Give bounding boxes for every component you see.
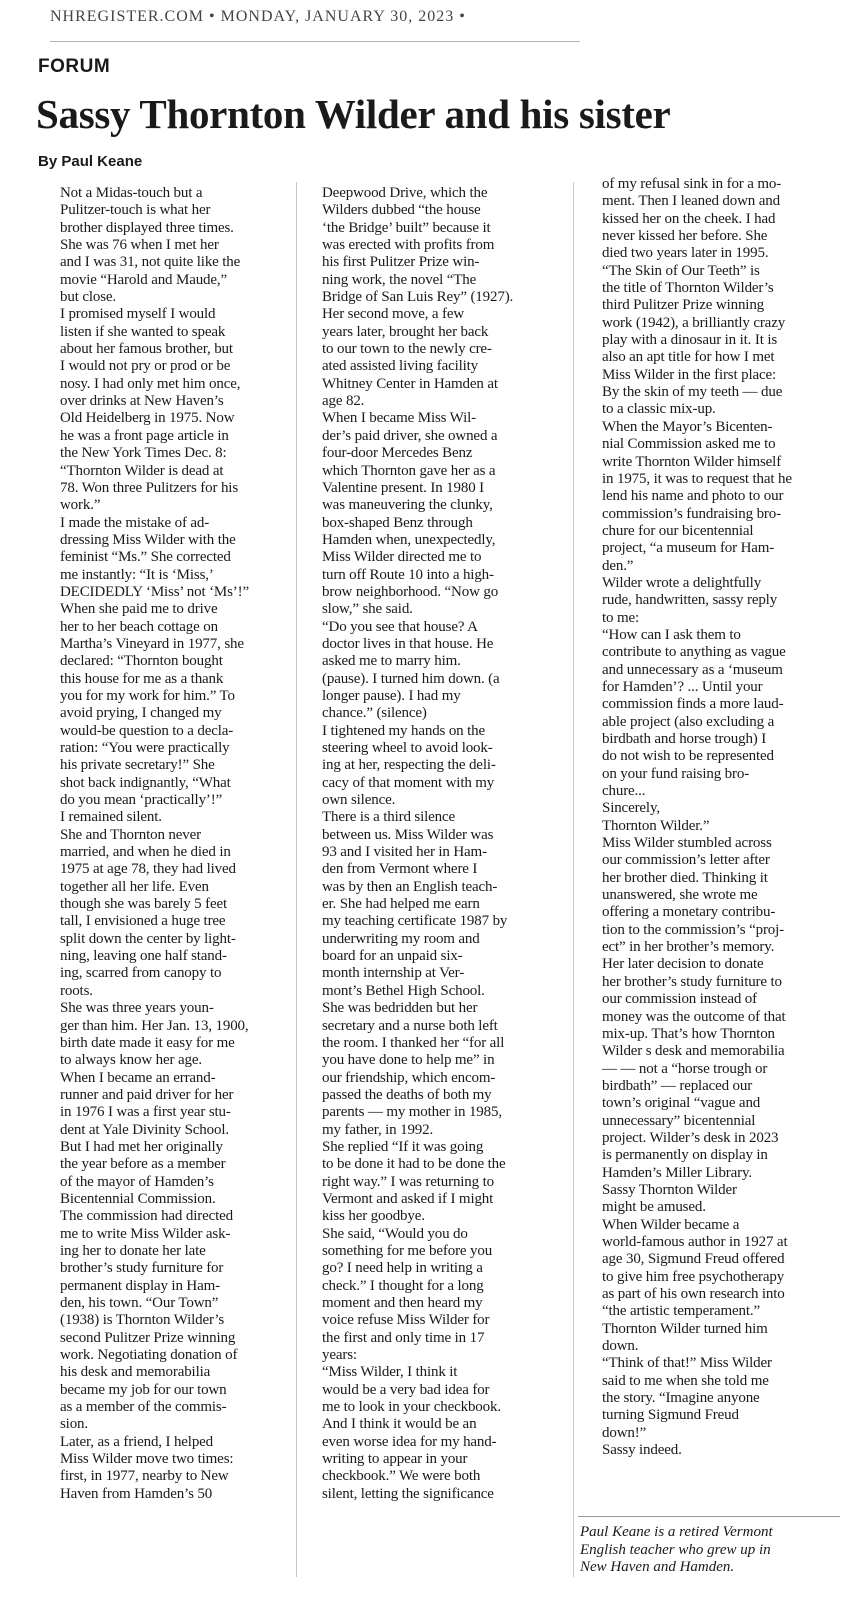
text-line: Hamden when, unexpectedly, [322,531,496,548]
headline: Sassy Thornton Wilder and his sister [36,91,671,137]
text-line: play with a dinosaur in it. It is [602,332,778,349]
text-line: commission finds a more laud- [602,696,784,713]
text-line: his first Pulitzer Prize win- [322,254,480,271]
text-line: the New York Times Dec. 8: [60,445,227,462]
text-line: offering a monetary contribu- [602,904,776,921]
text-line: which Thornton gave her as a [322,462,496,479]
text-line: as a member of the commis- [60,1399,227,1416]
text-line: ing at her, respecting the deli- [322,757,496,774]
text-line: She was bedridden but her [322,1000,478,1017]
text-line: ing her to donate her late [60,1242,206,1259]
article-paragraph [588,818,830,835]
text-line: turn off Route 10 into a high- [322,566,494,583]
text-line: dressing Miss Wilder with the [60,531,236,548]
text-line: to our town to the newly cre- [322,341,492,358]
bio-line: Paul Keane is a retired Vermont [580,1524,773,1540]
text-line: ning work, the novel “The [322,271,477,288]
text-line: unanswered, she wrote me [602,887,758,904]
text-line: me instantly: “It is ‘Miss,’ [60,566,214,583]
text-line: I promised myself I would [60,306,216,323]
text-line: Vermont and asked if I might [322,1190,494,1207]
text-line: slow,” she said. [322,601,413,618]
article-paragraph [46,515,288,602]
text-line: Bridge of San Luis Rey” (1927). [322,289,514,306]
text-line: do you mean ‘practically’!” [60,792,223,809]
text-line: for Hamden’? ... Until your [602,678,763,695]
text-line: runner and paid driver for her [60,1086,234,1103]
text-line: go? I need help in writing a [322,1260,483,1277]
text-line: tion to the commission’s “proj- [602,921,785,938]
text-line: his private secretary!” She [60,757,215,774]
text-line: 78. Won three Pulitzers for his [60,479,239,496]
text-line: By the skin of my teeth — due [602,384,783,401]
text-line: birdbath and horse trough) I [602,731,767,747]
text-line: mont’s Bethel High School. [322,982,485,999]
text-line: “Miss Wilder, I think it [322,1364,458,1381]
text-line: never kissed her before. She [602,228,768,245]
text-line: four-door Mercedes Benz [322,445,473,462]
text-line: ning, leaving one half stand- [60,948,227,965]
text-line: “The Skin of Our Teeth” is [602,262,760,279]
text-line: movie “Harold and Maude,” [60,271,228,288]
text-line: our commission’s letter after [602,852,770,869]
text-line: asked me to marry him. [322,653,461,670]
text-line: nosy. I had only met him once, [60,375,241,392]
text-line: was maneuvering the clunky, [322,497,493,514]
text-line: to give him free psychotherapy [602,1268,785,1285]
text-line: Wilder wrote a delightfully [602,574,762,591]
text-line: the room. I thanked her “for all [322,1034,505,1051]
text-line: She was 76 when I met her [60,237,219,254]
article-paragraph [46,185,288,306]
text-line: became my job for our town [60,1381,227,1398]
text-line: Miss Wilder stumbled across [602,835,772,852]
text-line: checkbook.” We were both [322,1468,481,1485]
bio-line: English teacher who grew up in [580,1541,771,1558]
text-line: (1938) is Thornton Wilder’s [60,1312,225,1329]
text-line: dent at Yale Divinity School. [60,1121,229,1138]
text-line: When I became Miss Wil- [322,410,476,427]
text-line: might be amused. [602,1199,706,1216]
text-line: but close. [60,289,116,306]
article-paragraph [46,1070,288,1434]
text-line: her to her beach cottage on [60,618,218,635]
article-paragraph [308,619,550,723]
text-line: Valentine present. In 1980 I [322,479,485,496]
article-paragraph [46,601,288,809]
text-line: — — not a “horse trough or [602,1060,768,1077]
text-line: “How can I ask them to [602,626,741,643]
text-line: our friendship, which encom- [322,1069,496,1086]
article-paragraph [46,1434,288,1503]
text-line: voice refuse Miss Wilder for [322,1312,490,1329]
text-line: underwriting my room and [322,930,480,947]
text-line: the title of Thornton Wilder’s [602,280,774,297]
text-line: also an apt title for how I met [602,349,775,366]
text-line: I made the mistake of ad- [60,514,210,531]
text-line: declared: “Thornton bought [60,653,223,670]
text-line: permanent display in Ham- [60,1277,220,1294]
article-paragraph [308,809,550,1000]
text-line: down. [602,1338,639,1355]
text-line: Old Heidelberg in 1975. Now [60,410,235,427]
text-line: you have done to help me” in [322,1052,495,1069]
article-paragraph [46,1000,288,1069]
text-line: feminist “Ms.” She corrected [60,549,231,566]
text-line: When I became an errand- [60,1069,216,1086]
text-line: in 1975, it was to request that he [602,470,792,487]
article-paragraph [46,827,288,1000]
text-line: ated assisted living facility [322,358,479,375]
text-line: When Wilder became a [602,1216,740,1233]
text-line: Her later decision to donate [602,956,764,973]
text-line: writing to appear in your [322,1451,468,1468]
bio-rule [578,1516,840,1517]
text-line: kissed her on the cheek. I had [602,210,776,227]
text-line: “Thornton Wilder is dead at [60,462,224,479]
text-line: DECIDEDLY ‘Miss’ not ‘Ms’!” [60,583,250,600]
text-line: “the artistic temperament.” [602,1303,760,1320]
text-line: board for an unpaid six- [322,948,463,965]
text-line: Wilder s desk and memorabilia [602,1043,785,1060]
text-line: about her famous brother, but [60,341,233,358]
text-line: as part of his own research into [602,1286,785,1302]
text-line: chure... [602,783,646,800]
text-line: the story. “Imagine anyone [602,1390,760,1407]
byline: By Paul Keane [38,153,143,170]
text-line: shot back indignantly, “What [60,774,231,791]
article-paragraph [308,185,550,306]
article-paragraph [308,1226,550,1365]
text-line: split down the center by light- [60,930,236,947]
text-line: Miss Wilder move two times: [60,1451,234,1468]
column-divider [296,182,297,1577]
text-line: is permanently on display in [602,1147,768,1164]
text-line: turning Sigmund Freud [602,1407,739,1424]
text-line: something for me before you [322,1242,493,1259]
text-line: to be done it had to be done the [322,1156,506,1173]
text-line: passed the deaths of both my [322,1086,492,1103]
text-line: I tightened my hands on the [322,722,486,739]
text-line: ect” in her brother’s memory. [602,939,775,956]
text-line: project, “a museum for Ham- [602,540,775,557]
text-line: month internship at Ver- [322,965,465,982]
text-line: She and Thornton never [60,826,201,843]
text-line: commission’s fundraising bro- [602,505,781,522]
article-paragraph [588,263,830,419]
text-line: world-famous author in 1927 at [602,1233,788,1250]
text-line: and unnecessary as a ‘museum [602,661,783,678]
text-line: the year before as a member [60,1156,226,1173]
text-line: kiss her goodbye. [322,1208,425,1225]
article-paragraph [588,1355,830,1442]
text-line: silent, letting the significance [322,1485,494,1502]
text-line: on your fund raising bro- [602,765,750,782]
text-line: work. Negotiating donation of [60,1347,238,1364]
text-line: steering wheel to avoid look- [322,740,493,756]
text-line: ger than him. Her Jan. 13, 1900, [60,1017,249,1034]
text-line: her brother’s study furniture to [602,973,782,990]
article-paragraph [46,306,288,514]
article-paragraph [46,809,288,826]
text-line: doctor lives in that house. He [322,635,494,652]
text-line: Thornton Wilder.” [602,817,710,834]
text-line: ration: “You were practically [60,740,230,756]
text-line: Hamden’s Miller Library. [602,1164,752,1181]
text-line: her brother died. Thinking it [602,869,768,886]
text-line: Not a Midas-touch but a [60,185,203,201]
article-paragraph [308,1364,550,1503]
text-line: would-be question to a decla- [60,722,234,739]
text-line: She was three years youn- [60,1000,214,1017]
text-line: 1975 at age 78, they had lived [60,861,236,878]
text-line: “Think of that!” Miss Wilder [602,1355,772,1372]
text-line: town’s original “vague and [602,1095,761,1112]
text-line: able project (also excluding a [602,713,775,730]
text-line: money was the outcome of that [602,1008,786,1025]
text-line: of the mayor of Hamden’s [60,1173,214,1190]
text-line: Later, as a friend, I helped [60,1433,214,1450]
text-line: you for my work for him.” To [60,687,235,704]
text-line: Deepwood Drive, which the [322,185,488,201]
text-line: me to write Miss Wilder ask- [60,1225,231,1242]
masthead-rule [50,41,580,42]
text-line: mix-up. That’s how Thornton [602,1025,775,1042]
text-line: write Thornton Wilder himself [602,453,782,470]
text-line: When she paid me to drive [60,601,218,618]
text-line: I remained silent. [60,809,162,826]
article-column-3 [588,176,830,1516]
article-paragraph [588,956,830,1181]
article-paragraph [308,1139,550,1226]
text-line: Wilders dubbed “the house [322,202,481,219]
text-line: avoid prying, I changed my [60,705,222,722]
text-line: I would not pry or prod or be [60,358,231,375]
text-line: She said, “Would you do [322,1225,468,1242]
text-line: moment and then heard my [322,1295,483,1311]
text-line: between us. Miss Wilder was [322,826,494,843]
text-line: And I think it would be an [322,1416,477,1433]
article-paragraph [588,1217,830,1356]
article-column-1 [46,185,288,1585]
text-line: birdbath” — replaced our [602,1077,753,1094]
text-line: first, in 1977, nearby to New [60,1468,229,1485]
text-line: own silence. [322,792,396,809]
text-line: this house for me as a thank [60,670,224,687]
text-line: Miss Wilder directed me to [322,549,482,566]
text-line: to always know her age. [60,1052,202,1069]
text-line: married, and when he died in [60,844,231,861]
text-line: chance.” (silence) [322,705,427,722]
text-line: brow neighborhood. “Now go [322,583,499,600]
text-line: Haven from Hamden’s 50 [60,1485,213,1502]
text-line: Sincerely, [602,800,660,817]
section-label: FORUM [38,56,111,77]
article-paragraph [308,1000,550,1139]
text-line: age 82. [322,393,365,410]
text-line: brother displayed three times. [60,219,234,236]
text-line: our commission instead of [602,991,757,1008]
text-line: ‘the Bridge’ built” because it [322,219,491,236]
text-line: er. She had helped me earn [322,896,480,913]
text-line: down!” [602,1424,647,1441]
text-line: to me: [602,609,640,626]
article-paragraph [308,306,550,410]
text-line: Bicentennial Commission. [60,1190,216,1207]
text-line: den.” [602,557,634,574]
text-line: lend his name and photo to our [602,488,784,505]
text-line: The commission had directed [60,1208,233,1225]
text-line: tall, I envisioned a huge tree [60,913,226,930]
text-line: me to look in your checkbook. [322,1399,501,1416]
text-line: roots. [60,982,93,999]
text-line: right way.” I was returning to [322,1173,494,1190]
text-line: even worse idea for my hand- [322,1433,497,1450]
text-line: box-shaped Benz through [322,514,473,531]
text-line: When the Mayor’s Bicenten- [602,418,773,435]
text-line: his desk and memorabilia [60,1364,211,1381]
text-line: nial Commission asked me to [602,436,776,453]
text-line: brother’s study furniture for [60,1260,224,1277]
text-line: would be a very bad idea for [322,1381,490,1398]
text-line: project. Wilder’s desk in 2023 [602,1129,779,1146]
text-line: he was a front page article in [60,427,229,444]
article-paragraph [588,419,830,575]
article-paragraph [588,627,830,800]
text-line: though she was barely 5 feet [60,896,227,913]
text-line: “Do you see that house? A [322,618,478,635]
column-divider [573,182,574,1577]
article-paragraph [308,723,550,810]
text-line: was by then an English teach- [322,878,498,895]
text-line: Sassy indeed. [602,1442,682,1459]
text-line: of my refusal sink in for a mo- [602,176,782,192]
text-line: age 30, Sigmund Freud offered [602,1251,785,1268]
text-line: But I had met her originally [60,1138,223,1155]
text-line: my father, in 1992. [322,1121,434,1138]
text-line: parents — my mother in 1985, [322,1104,502,1121]
text-line: ing, scarred from canopy to [60,965,222,982]
text-line: There is a third silence [322,809,456,826]
text-line: ment. Then I leaned down and [602,193,780,210]
text-line: der’s paid driver, she owned a [322,427,498,444]
article-paragraph [308,410,550,618]
text-line: the first and only time in 17 [322,1329,485,1346]
text-line: Her second move, a few [322,306,465,323]
text-line: rude, handwritten, sassy reply [602,592,778,609]
text-line: in 1976 I was a first year stu- [60,1104,231,1121]
text-line: years: [322,1347,357,1364]
text-line: contribute to anything as vague [602,644,786,661]
text-line: listen if she wanted to speak [60,323,226,340]
article-paragraph [588,1442,830,1459]
text-line: Thornton Wilder turned him [602,1320,768,1337]
bio-line: New Haven and Hamden. [580,1559,735,1575]
text-line: check.” I thought for a long [322,1277,484,1294]
text-line: do not wish to be represented [602,748,774,765]
text-line: sion. [60,1416,89,1433]
text-line: longer pause). I had my [322,687,461,704]
text-line: chure for our bicentennial [602,522,754,539]
text-line: was erected with profits from [322,237,495,254]
text-line: my teaching certificate 1987 by [322,913,508,930]
masthead: NHREGISTER.COM • MONDAY, JANUARY 30, 2023 • [50,8,466,25]
article-paragraph [588,835,830,956]
text-line: over drinks at New Haven’s [60,393,224,410]
text-line: together all her life. Even [60,878,209,895]
article-paragraph [588,1182,830,1217]
text-line: said to me when she told me [602,1372,769,1389]
article-paragraph [588,176,830,263]
text-line: years later, brought her back [322,323,489,340]
text-line: unnecessary” bicentennial [602,1112,756,1129]
text-line: work.” [60,497,101,514]
text-line: Whitney Center in Hamden at [322,375,498,392]
article-paragraph [588,800,830,817]
text-line: and I was 31, not quite like the [60,254,241,271]
text-line: Pulitzer-touch is what her [60,202,211,219]
text-line: den, his town. “Our Town” [60,1295,219,1311]
text-line: Sassy Thornton Wilder [602,1181,737,1198]
text-line: second Pulitzer Prize winning [60,1329,236,1346]
text-line: She replied “If it was going [322,1138,484,1155]
text-line: 93 and I visited her in Ham- [322,844,487,861]
article-paragraph [588,575,830,627]
text-line: birth date made it easy for me [60,1034,235,1051]
text-line: third Pulitzer Prize winning [602,297,765,314]
author-bio [580,1524,840,1577]
text-line: to a classic mix-up. [602,401,716,418]
text-line: died two years later in 1995. [602,245,769,262]
text-line: den from Vermont where I [322,861,478,878]
text-line: secretary and a nurse both left [322,1017,498,1034]
text-line: Martha’s Vineyard in 1977, she [60,635,244,652]
text-line: Miss Wilder in the first place: [602,366,777,383]
text-line: cacy of that moment with my [322,774,495,791]
text-line: (pause). I turned him down. (a [322,670,500,687]
text-line: work (1942), a brilliantly crazy [602,314,786,331]
article-column-2 [308,185,550,1585]
